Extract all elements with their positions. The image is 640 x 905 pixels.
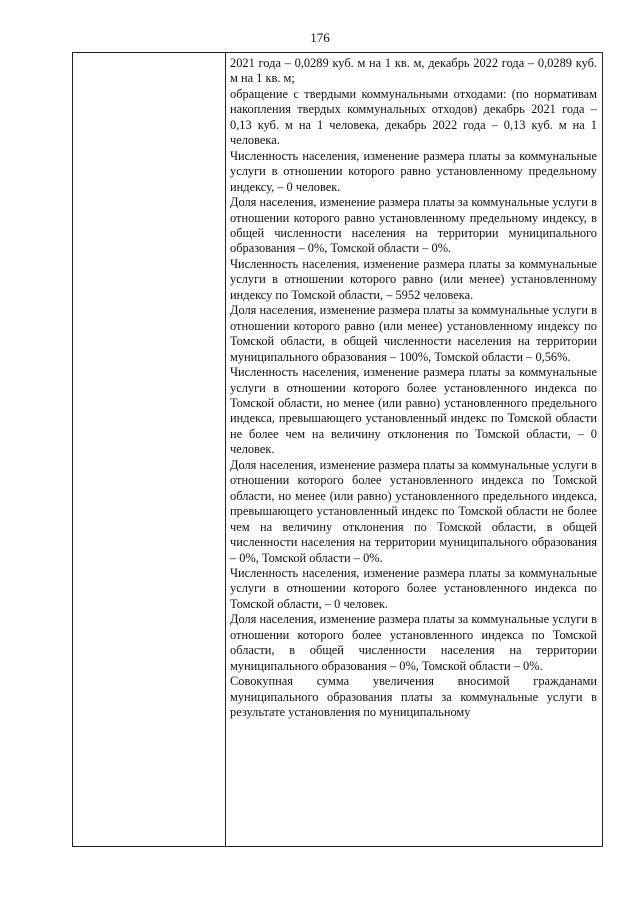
paragraph-norm-continuation: 2021 года – 0,0289 куб. м на 1 кв. м, декабрь 2022 года – 0,0289 куб. м на 1 кв. м; bbox=[230, 56, 597, 86]
paragraph-share-equal-limit: Доля населения, изменение размера платы за коммунальные услуги в отношении которого равно установленному предельному индексу, в общей численности населения на территории муниципального образования – 0%, Томской области – 0%. bbox=[230, 195, 597, 256]
paragraph-share-above-index-within-deviation: Доля населения, изменение размера платы за коммунальные услуги в отношении которого более установленного индекса по Томской области, но менее (или равно) установленного предельного индекса, превышающего установленный индекс по Томской области не более чем на величину отклонения по Томской области, в общей численности населения на территории муниципального образования – 0%, Томской области – 0%. bbox=[230, 457, 597, 565]
table-left-column bbox=[73, 53, 226, 846]
paragraph-population-above-index-within-deviation: Численность населения, изменение размера платы за коммунальные услуги в отношении которого более установленного индекса по Томской области, но менее (или равно) установленного предельного индекса, превышающего установленный индекс по Томской области не более чем на величину отклонения по Томской области, – 0 человек. bbox=[230, 365, 597, 457]
paragraph-total-increase: Совокупная сумма увеличения вносимой гражданами муниципального образования платы за коммунальные услуги в результате установления по муниципальному bbox=[230, 674, 597, 720]
paragraph-population-within-index: Численность населения, изменение размера платы за коммунальные услуги в отношении которого равно (или менее) установленному индексу по Томской области, – 5952 человека. bbox=[230, 256, 597, 302]
document-table bbox=[72, 52, 603, 847]
paragraph-solid-waste: обращение с твердыми коммунальными отходами: (по нормативам накопления твердых коммунальных отходов) декабрь 2021 года – 0,13 куб. м на 1 человека, декабрь 2022 года – 0,13 куб. м на 1 человека. bbox=[230, 86, 597, 148]
paragraph-population-above-index: Численность населения, изменение размера платы за коммунальные услуги в отношении которого более установленного индекса по Томской области, – 0 человек. bbox=[230, 565, 597, 611]
page-number: 176 bbox=[310, 30, 330, 45]
paragraph-population-equal-limit: Численность населения, изменение размера платы за коммунальные услуги в отношении которого равно установленному предельному индексу, – 0 человек. bbox=[230, 148, 597, 194]
paragraph-share-above-index: Доля населения, изменение размера платы за коммунальные услуги в отношении которого более установленного индекса по Томской области, в общей численности населения на территории муниципального образования – 0%, Томской области – 0%. bbox=[230, 612, 597, 673]
paragraph-share-within-index: Доля населения, изменение размера платы за коммунальные услуги в отношении которого равно (или менее) установленному индексу по Томской области, в общей численности населения на территории муниципального образования – 100%, Томской области – 0,56%. bbox=[230, 303, 597, 364]
table-right-column bbox=[230, 56, 597, 720]
